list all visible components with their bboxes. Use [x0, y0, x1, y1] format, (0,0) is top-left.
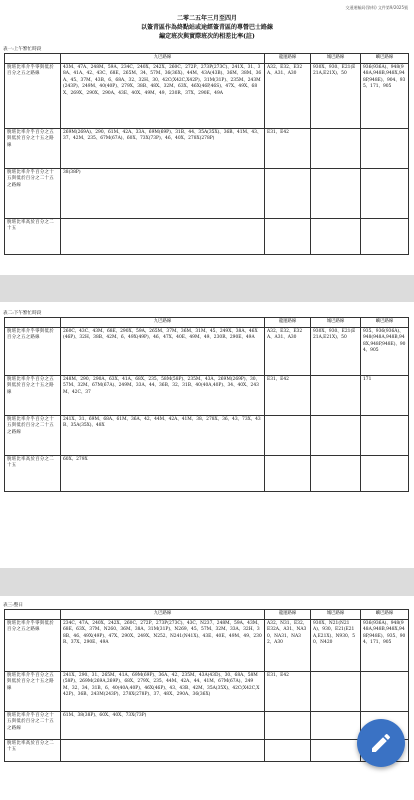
ctb-cell: 930X、930、E21(E21A,E21X)、50: [311, 327, 361, 375]
routes-cell: 38(38P): [61, 168, 265, 218]
nlb-cell: [361, 128, 409, 168]
table-row: [5, 375, 409, 415]
header-cell: 九巴路線: [61, 54, 265, 64]
header-cell: 嶼巴路線: [361, 54, 409, 64]
category-cell: 脫班比率介乎百分之十五與低於百分之二十五之路線: [5, 711, 61, 739]
table-caption: 表一:上午繁忙時段: [3, 47, 42, 52]
table-row: [5, 415, 409, 455]
category-cell: 脫班比率介乎百分之五與低於百分之十五之路線: [5, 128, 61, 168]
category-cell: 脫班比率高於百分之二十五: [5, 218, 61, 254]
nlb-cell: [361, 455, 409, 491]
table-row: [5, 168, 409, 218]
routes-cell: 260C、43C、43M、68E、290X、59A、265M、37M、36M、31M、45、249X、38A、46X(46P)、32H、38B、42M、6、49X(49P)、46、47X、40E、49M、49、230R、290E、49A: [61, 327, 265, 375]
category-cell: 脫班比率介乎百分之十五與低於百分之二十五之路線: [5, 415, 61, 455]
header-cell: [5, 318, 61, 328]
lw-cell: [265, 168, 311, 218]
lw-cell: [265, 711, 311, 739]
table-row: [5, 671, 409, 711]
header-cell: 嶼巴路線: [361, 610, 409, 620]
routes-cell: 269M(269A)、290、61M、42A、33A、69M(69P)、31B、44、35A(35X)、36B、41M、43、37、42M、235、67M(67A)、60X、73X(73P)、46、40X、278X(278P): [61, 128, 265, 168]
doc-title-line1: 二零二五年三月至四月: [176, 15, 237, 22]
page-separator: [0, 568, 414, 596]
doc-title-line3: 編定班次與實際班次的相差比率(註): [159, 33, 255, 40]
ctb-cell: [311, 711, 361, 739]
category-cell: 脫班比率介乎百分之十五與低於百分之二十五之路線: [5, 168, 61, 218]
header-cell: 龍運路線: [265, 54, 311, 64]
table-caption: 表二:下午繁忙時段: [3, 311, 42, 316]
lw-cell: [265, 218, 311, 254]
header-cell: 城巴路線: [311, 54, 361, 64]
routes-cell: 241X、31、69M、68A、61M、36A、42、44M、42A、41M、38、278X、36、43、73X、43B、35A(35X)、48X: [61, 415, 265, 455]
nlb-cell: [361, 415, 409, 455]
edit-fab-button[interactable]: [357, 719, 405, 767]
nlb-cell: [361, 218, 409, 254]
lw-cell: E31、E42: [265, 128, 311, 168]
routes-cell: 43M、47A、248M、59A、234C、240X、242X、260C、272P、273P(273C)、241X、31、38A、41A、42、43C、68E、265M、34、57M、36(36X)、44M、43A(43B)、36M、38M、36A、45、37M、43B、6、68A、32、32H、30、42C(X42C,X42P)、31M(31P)、235M、243M(243P)、249M、40(40P)、279X、38B、48X、32M、63X、46X(46P,46S)、47X、49X、68X、269X、290X、290A、43E、40X、49M、49、230R、37X、290E、49A: [61, 63, 265, 128]
header-cell: 龍運路線: [265, 610, 311, 620]
ctb-cell: 930X、930、E21(E21A,E21X)、50: [311, 63, 361, 128]
nlb-cell: 935、936(936A)、948(948A,948B,948X,948P,948E)、904、905: [361, 327, 409, 375]
ctb-cell: [311, 128, 361, 168]
ctb-cell: [311, 415, 361, 455]
data-table-3: [4, 609, 409, 762]
header-cell: 城巴路線: [311, 610, 361, 620]
ctb-cell: [311, 739, 361, 761]
lw-cell: A32、N31、E32、E32A、A31、NA30、NA31、NA32、A30: [265, 619, 311, 671]
routes-cell: 241X、290、31、265M、41A、69M(69P)、36A、42、235M、43A(43D)、30、68A、58M(58P)、269M(269A,269P)、68X、279X、235、44M、42A、44、41M、67M(67A)、249M、32、34、31B、6、40(40A,40P)、46X(46P)、43、43B、42M、35A(35X)、42C(X42C,X42P)、36B、243M(243P)、278X(278P)、37、48X、290A、36(36X): [61, 671, 265, 711]
table-row: [5, 63, 409, 128]
nlb-cell: 936(936A)、948(948A,948B,948X,948P,948E)、904、935、171、905: [361, 63, 409, 128]
table-header-row: [5, 610, 409, 620]
category-cell: 脫班比率高於百分之二十五: [5, 739, 61, 761]
header-cell: 九巴路線: [61, 318, 265, 328]
ctb-cell: 930X、N21(N21A)、930、E21(E21A,E21X)、N930、50、N420: [311, 619, 361, 671]
lw-cell: A32、E32、E32A、A31、A30: [265, 327, 311, 375]
category-cell: 脫班比率介乎零與低於百分之五之路線: [5, 327, 61, 375]
nlb-cell: [361, 671, 409, 711]
lw-cell: E31、E42: [265, 671, 311, 711]
routes-cell: 248M、290、290A、63X、41A、68X、235、58M(58P)、235M、43A、269M(269P)、30、57M、32M、67M(67A)、249M、33A、44、36B、32、31B、40(40A,40P)、34、40X、243M、42C、37: [61, 375, 265, 415]
data-table-1: [4, 53, 409, 255]
doc-title-line2: 以簽青區作為終點站或途經簽青區的專營巴士路線: [140, 24, 273, 31]
table-row: [5, 711, 409, 739]
table-header-row: [5, 54, 409, 64]
category-cell: 脫班比率介乎零與低於百分之五之路線: [5, 63, 61, 128]
header-cell: [5, 54, 61, 64]
header-note: 交通運輸局(資料) 文件第9/2025號: [345, 5, 408, 10]
header-cell: 嶼巴路線: [361, 318, 409, 328]
lw-cell: [265, 415, 311, 455]
category-cell: 脫班比率介乎零與低於百分之五之路線: [5, 619, 61, 671]
document-page-2: [0, 302, 414, 568]
lw-cell: [265, 455, 311, 491]
data-table-2: [4, 317, 409, 492]
nlb-cell: [361, 168, 409, 218]
category-cell: 脫班比率高於百分之二十五: [5, 455, 61, 491]
header-cell: 九巴路線: [61, 610, 265, 620]
pencil-icon: [369, 731, 393, 755]
nlb-cell: 171: [361, 375, 409, 415]
nlb-cell: 936(936A)、948(948A,948B,948X,948P,948E)、935、904、171、905: [361, 619, 409, 671]
lw-cell: E31、E42: [265, 375, 311, 415]
document-page-3: [0, 596, 414, 800]
document-page-1: [0, 0, 414, 275]
table-row: [5, 739, 409, 761]
table-row: [5, 128, 409, 168]
routes-cell: 61M、38(38P)、60X、40X、73X(73P): [61, 711, 265, 739]
category-cell: 脫班比率介乎百分之五與低於百分之十五之路線: [5, 671, 61, 711]
routes-cell: [61, 739, 265, 761]
table-row: [5, 619, 409, 671]
category-cell: 脫班比率介乎百分之五與低於百分之十五之路線: [5, 375, 61, 415]
routes-cell: 234C、47A、240X、242X、260C、272P、273P(273C)、43C、N237、248M、59A、43M、68E、63X、37M、N260、36M、38A、31M(31P)、N269、45、57M、32M、33A、32H、38B、46、49X(49P)、47X、290X、249X、N252、N241(N41X)、43E、40E、49M、49、230R、37X、290E、49A: [61, 619, 265, 671]
ctb-cell: [311, 671, 361, 711]
table-row: [5, 327, 409, 375]
header-cell: 城巴路線: [311, 318, 361, 328]
lw-cell: [265, 739, 311, 761]
ctb-cell: [311, 375, 361, 415]
table-row: [5, 218, 409, 254]
ctb-cell: [311, 455, 361, 491]
table-caption: 表三:整日: [3, 603, 23, 608]
routes-cell: 60X、279X: [61, 455, 265, 491]
routes-cell: [61, 218, 265, 254]
lw-cell: A32、E32、E32A、A31、A30: [265, 63, 311, 128]
header-cell: [5, 610, 61, 620]
ctb-cell: [311, 218, 361, 254]
page-separator: [0, 275, 414, 302]
header-cell: 龍運路線: [265, 318, 311, 328]
table-header-row: [5, 318, 409, 328]
ctb-cell: [311, 168, 361, 218]
table-row: [5, 455, 409, 491]
